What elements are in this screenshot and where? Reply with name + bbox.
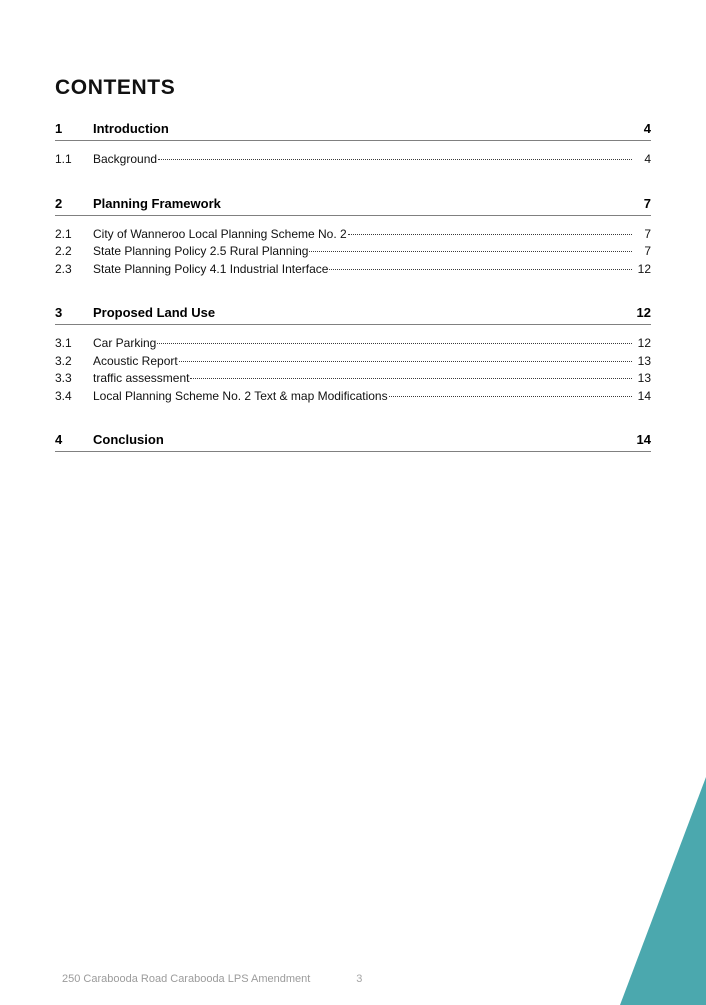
page-title: CONTENTS bbox=[55, 76, 176, 99]
toc-entry-label: State Planning Policy 2.5 Rural Planning bbox=[93, 244, 309, 258]
toc-heading-row[interactable] bbox=[55, 120, 651, 141]
toc-heading-number: 1 bbox=[55, 121, 63, 136]
toc-entry-number: 2.3 bbox=[55, 261, 72, 276]
toc-entry-row[interactable] bbox=[55, 260, 651, 278]
toc-entry-page: 14 bbox=[637, 388, 651, 403]
toc-heading-row[interactable] bbox=[55, 195, 651, 216]
toc-heading-label: Conclusion bbox=[93, 432, 164, 447]
toc-entry-row[interactable] bbox=[55, 334, 651, 352]
toc-entry-page: 7 bbox=[644, 244, 651, 258]
toc-heading-label: Introduction bbox=[93, 121, 169, 136]
spacer bbox=[55, 141, 651, 150]
toc-heading-row[interactable] bbox=[55, 304, 651, 325]
toc-entry-number: 3.1 bbox=[55, 336, 72, 350]
toc-entry-number: 2.2 bbox=[55, 244, 72, 258]
toc-entry-page: 13 bbox=[637, 371, 651, 385]
toc-heading-page: 12 bbox=[636, 305, 651, 320]
toc-entry-row[interactable] bbox=[55, 242, 651, 260]
toc-entry-label: City of Wanneroo Local Planning Scheme No. 2 bbox=[93, 226, 347, 241]
toc-entry-number: 3.4 bbox=[55, 388, 72, 403]
toc-entry-number: 2.1 bbox=[55, 226, 72, 241]
toc-entry-label: traffic assessment bbox=[93, 371, 190, 385]
toc-heading-label: Planning Framework bbox=[93, 195, 221, 211]
dot-leader bbox=[158, 150, 632, 163]
toc-heading-page: 7 bbox=[643, 195, 651, 211]
footer-page-number: 3 bbox=[356, 973, 363, 985]
toc-entry-page: 4 bbox=[644, 152, 651, 166]
toc-entry-number: 3.2 bbox=[55, 353, 72, 368]
dot-leader bbox=[179, 352, 632, 365]
toc-entry-page: 12 bbox=[637, 261, 651, 276]
toc-entry-row[interactable] bbox=[55, 369, 651, 387]
toc-entry-label: Car Parking bbox=[93, 336, 157, 350]
toc-heading-number: 3 bbox=[55, 305, 63, 320]
toc-heading-row[interactable] bbox=[55, 431, 651, 452]
toc-section-4 bbox=[55, 431, 651, 452]
toc-heading-number: 2 bbox=[55, 195, 63, 211]
page-footer bbox=[62, 973, 462, 985]
toc-heading-label: Proposed Land Use bbox=[93, 305, 216, 320]
toc-entry-page: 7 bbox=[644, 226, 651, 241]
dot-leader bbox=[309, 242, 632, 255]
spacer bbox=[55, 325, 651, 334]
footer-document-title: 250 Carabooda Road Carabooda LPS Amendment bbox=[62, 973, 311, 985]
toc-heading-page: 4 bbox=[643, 121, 651, 136]
toc-entry-label: Local Planning Scheme No. 2 Text & map Modifications bbox=[93, 388, 388, 403]
toc-entry-row[interactable] bbox=[55, 150, 651, 168]
dot-leader bbox=[190, 369, 632, 382]
spacer bbox=[55, 277, 651, 304]
toc-entry-row[interactable] bbox=[55, 225, 651, 243]
table-of-contents bbox=[55, 120, 651, 452]
dot-leader bbox=[329, 260, 632, 273]
toc-section-2 bbox=[55, 195, 651, 278]
toc-entry-row[interactable] bbox=[55, 352, 651, 370]
toc-entry-number: 1.1 bbox=[55, 152, 72, 166]
dot-leader bbox=[389, 387, 632, 400]
toc-entry-number: 3.3 bbox=[55, 371, 72, 385]
toc-entry-page: 13 bbox=[637, 353, 651, 368]
spacer bbox=[55, 168, 651, 195]
toc-heading-page: 14 bbox=[636, 432, 651, 447]
teal-corner-triangle-decoration bbox=[620, 777, 706, 1005]
toc-entry-label: Acoustic Report bbox=[93, 353, 178, 368]
toc-section-1 bbox=[55, 120, 651, 168]
toc-entry-row[interactable] bbox=[55, 387, 651, 405]
toc-section-3 bbox=[55, 304, 651, 404]
toc-entry-label: Background bbox=[93, 152, 158, 166]
dot-leader bbox=[348, 225, 632, 238]
spacer bbox=[55, 404, 651, 431]
spacer bbox=[55, 216, 651, 225]
toc-entry-label: State Planning Policy 4.1 Industrial Interface bbox=[93, 261, 329, 276]
dot-leader bbox=[157, 334, 632, 347]
toc-entry-page: 12 bbox=[637, 336, 651, 350]
toc-heading-number: 4 bbox=[55, 432, 63, 447]
